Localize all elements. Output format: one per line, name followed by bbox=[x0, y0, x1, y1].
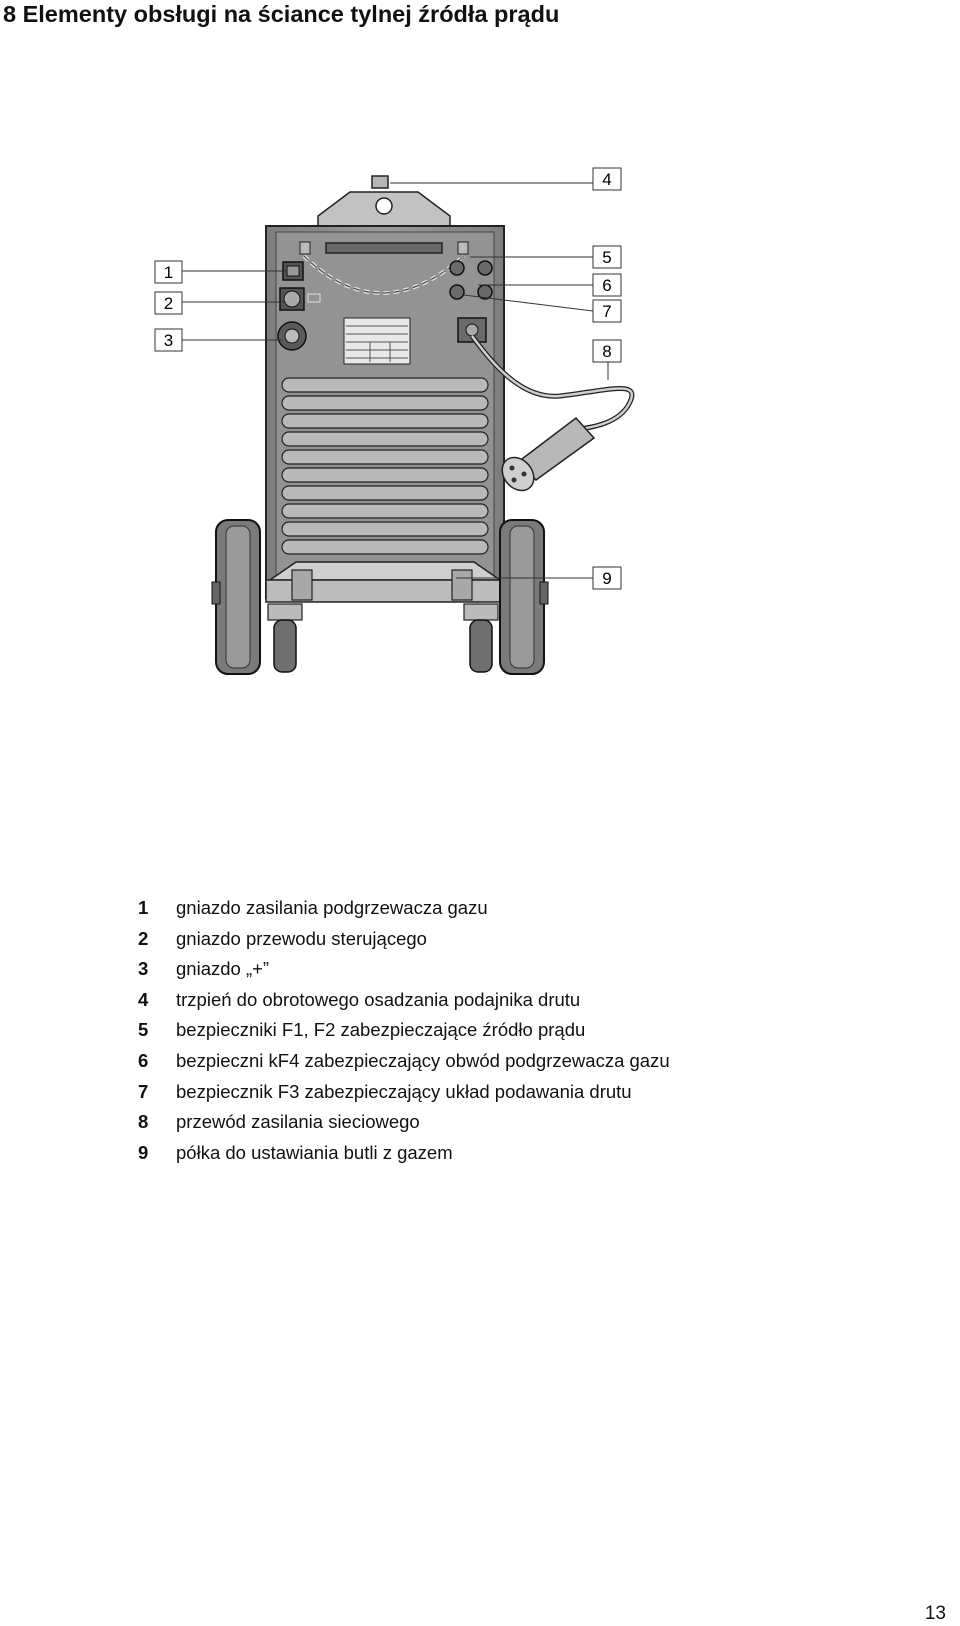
legend-number: 7 bbox=[138, 1080, 149, 1102]
callout-9 bbox=[593, 567, 621, 589]
gas-cylinder-shelf bbox=[266, 562, 504, 602]
svg-text:1: 1 bbox=[163, 263, 174, 282]
svg-text:2: 2 bbox=[163, 294, 174, 313]
legend-number: 5 bbox=[138, 1019, 149, 1041]
legend-item bbox=[138, 1077, 670, 1108]
page-title: 8 Elementy obsługi na ściance tylnej źródła prądu bbox=[3, 1, 560, 27]
callout-2 bbox=[155, 292, 182, 314]
socket-plus bbox=[278, 322, 306, 350]
caster-right bbox=[464, 604, 498, 672]
svg-text:4: 4 bbox=[602, 170, 612, 189]
legend-item bbox=[138, 1138, 670, 1169]
legend-text: półka do ustawiania butli z gazem bbox=[176, 1141, 453, 1163]
legend-number: 8 bbox=[138, 1111, 149, 1133]
svg-text:8: 8 bbox=[602, 342, 612, 361]
caster-left bbox=[268, 604, 302, 672]
legend-item bbox=[138, 985, 670, 1016]
legend-item bbox=[138, 1046, 670, 1077]
legend-text: gniazdo zasilania podgrzewacza gazu bbox=[176, 897, 488, 918]
callout-7 bbox=[593, 300, 621, 322]
callout-4 bbox=[593, 168, 621, 190]
rear-panel-figure bbox=[0, 0, 960, 720]
legend-text: bezpiecznik F3 zabezpieczający układ podawania drutu bbox=[176, 1080, 632, 1102]
svg-text:9: 9 bbox=[602, 569, 612, 588]
legend-text: przewód zasilania sieciowego bbox=[176, 1111, 420, 1133]
wheel-left bbox=[212, 520, 260, 674]
legend-text: gniazdo „+” bbox=[176, 958, 270, 980]
callout-6 bbox=[593, 274, 621, 296]
callout-3 bbox=[155, 329, 182, 351]
callout-8 bbox=[593, 340, 621, 362]
legend-text: bezpieczni kF4 zabezpieczający obwód podgrzewacza gazu bbox=[176, 1049, 670, 1071]
legend-text: gniazdo przewodu sterującego bbox=[176, 927, 427, 949]
svg-text:3: 3 bbox=[163, 331, 174, 350]
svg-text:6: 6 bbox=[602, 276, 612, 295]
legend-text: bezpieczniki F1, F2 zabezpieczające źródło prądu bbox=[176, 1019, 586, 1041]
legend-text: trzpień do obrotowego osadzania podajnika drutu bbox=[176, 988, 581, 1010]
svg-text:5: 5 bbox=[602, 248, 612, 267]
rating-plate bbox=[344, 318, 410, 364]
page-number: 13 bbox=[924, 1603, 946, 1624]
legend-number: 9 bbox=[138, 1141, 149, 1163]
legend-item bbox=[138, 1015, 670, 1046]
legend-item bbox=[138, 1107, 670, 1138]
svg-text:7: 7 bbox=[602, 302, 612, 321]
legend-list bbox=[138, 893, 670, 1168]
legend-number: 1 bbox=[138, 897, 149, 918]
legend-number: 4 bbox=[138, 988, 149, 1010]
callout-1 bbox=[155, 261, 182, 283]
legend-number: 2 bbox=[138, 927, 149, 949]
legend-item bbox=[138, 954, 670, 985]
wheel-right bbox=[500, 520, 548, 674]
legend-number: 3 bbox=[138, 958, 149, 980]
legend-item bbox=[138, 893, 670, 924]
legend-number: 6 bbox=[138, 1049, 149, 1071]
legend-item bbox=[138, 924, 670, 955]
callout-5 bbox=[593, 246, 621, 268]
